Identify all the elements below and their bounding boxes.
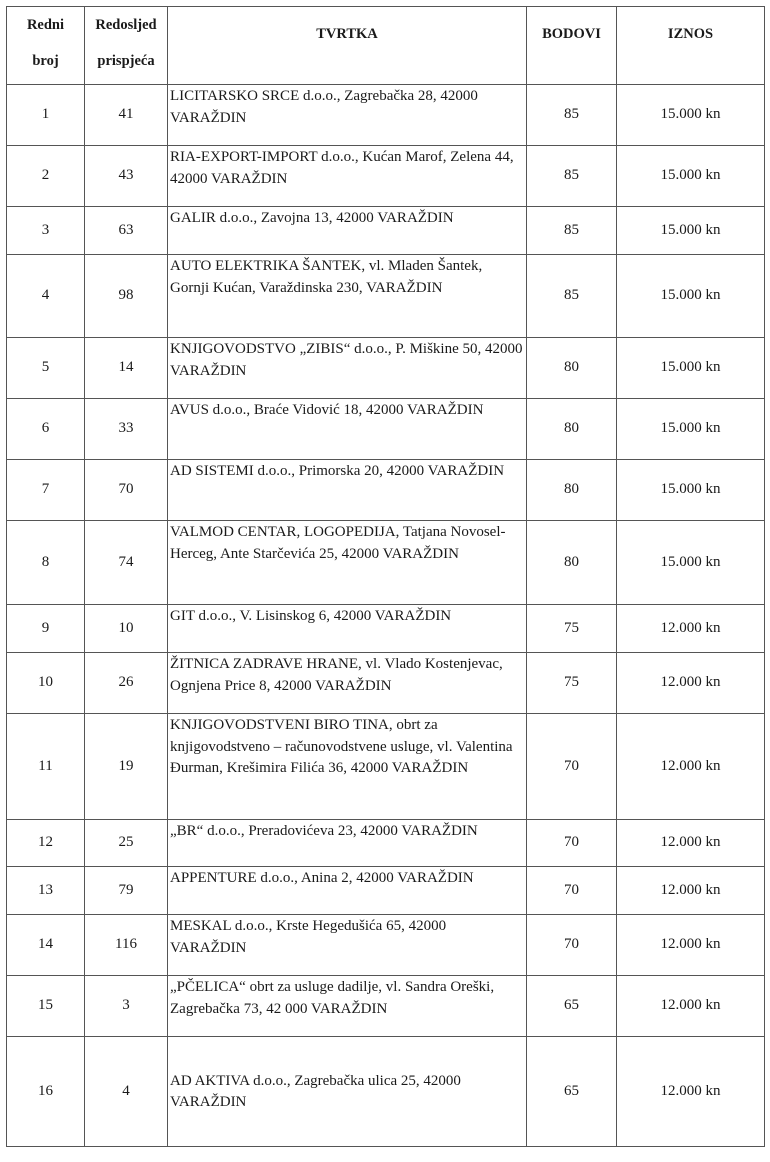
- header-iznos: IZNOS: [617, 7, 765, 85]
- cell-redoslijed: 63: [85, 207, 168, 255]
- table-row: [7, 399, 765, 460]
- cell-bodovi: 65: [527, 976, 617, 1037]
- cell-redoslijed: 98: [85, 255, 168, 338]
- cell-tvrtka: MESKAL d.o.o., Krste Hegedušića 65, 42000 VARAŽDIN: [168, 915, 527, 976]
- cell-bodovi: 80: [527, 399, 617, 460]
- table-row: [7, 867, 765, 915]
- cell-redni: 13: [7, 867, 85, 915]
- cell-redni: 10: [7, 653, 85, 714]
- table-row: [7, 207, 765, 255]
- table-row: [7, 1037, 765, 1147]
- cell-redni: 16: [7, 1037, 85, 1147]
- cell-redni: 9: [7, 605, 85, 653]
- cell-redni: 11: [7, 714, 85, 820]
- cell-iznos: 15.000 kn: [617, 255, 765, 338]
- cell-redni: 2: [7, 146, 85, 207]
- cell-redni: 1: [7, 85, 85, 146]
- header-redoslijed-line2: prispjeća: [97, 53, 155, 69]
- cell-bodovi: 70: [527, 820, 617, 867]
- cell-bodovi: 85: [527, 85, 617, 146]
- header-tvrtka: TVRTKA: [168, 7, 527, 85]
- cell-tvrtka: AVUS d.o.o., Braće Vidović 18, 42000 VARAŽDIN: [168, 399, 527, 460]
- cell-redoslijed: 79: [85, 867, 168, 915]
- cell-tvrtka: GALIR d.o.o., Zavojna 13, 42000 VARAŽDIN: [168, 207, 527, 255]
- cell-bodovi: 80: [527, 338, 617, 399]
- grant-table: [6, 6, 765, 1147]
- cell-redni: 6: [7, 399, 85, 460]
- cell-redoslijed: 3: [85, 976, 168, 1037]
- cell-redoslijed: 33: [85, 399, 168, 460]
- header-redni-line2: broj: [32, 53, 59, 69]
- header-redni-line1: Redni: [26, 17, 65, 33]
- cell-bodovi: 75: [527, 653, 617, 714]
- cell-redni: 8: [7, 521, 85, 605]
- header-redni-broj: [7, 7, 85, 85]
- cell-redoslijed: 41: [85, 85, 168, 146]
- cell-redni: 14: [7, 915, 85, 976]
- cell-redoslijed: 116: [85, 915, 168, 976]
- cell-tvrtka: GIT d.o.o., V. Lisinskog 6, 42000 VARAŽDIN: [168, 605, 527, 653]
- table-row: [7, 85, 765, 146]
- cell-iznos: 12.000 kn: [617, 605, 765, 653]
- cell-bodovi: 85: [527, 207, 617, 255]
- cell-tvrtka: RIA-EXPORT-IMPORT d.o.o., Kućan Marof, Zelena 44, 42000 VARAŽDIN: [168, 146, 527, 207]
- table-row: [7, 460, 765, 521]
- cell-iznos: 12.000 kn: [617, 714, 765, 820]
- cell-bodovi: 65: [527, 1037, 617, 1147]
- table-row: [7, 338, 765, 399]
- header-row: [7, 7, 765, 85]
- cell-redoslijed: 43: [85, 146, 168, 207]
- cell-bodovi: 70: [527, 915, 617, 976]
- cell-tvrtka: KNJIGOVODSTVO „ZIBIS“ d.o.o., P. Miškine 50, 42000 VARAŽDIN: [168, 338, 527, 399]
- cell-redoslijed: 26: [85, 653, 168, 714]
- cell-tvrtka: AD SISTEMI d.o.o., Primorska 20, 42000 VARAŽDIN: [168, 460, 527, 521]
- cell-redni: 4: [7, 255, 85, 338]
- cell-tvrtka: „PČELICA“ obrt za usluge dadilje, vl. Sandra Oreški, Zagrebačka 73, 42 000 VARAŽDIN: [168, 976, 527, 1037]
- cell-redni: 7: [7, 460, 85, 521]
- cell-iznos: 12.000 kn: [617, 653, 765, 714]
- cell-iznos: 15.000 kn: [617, 85, 765, 146]
- cell-iznos: 12.000 kn: [617, 820, 765, 867]
- cell-redoslijed: 10: [85, 605, 168, 653]
- cell-redoslijed: 14: [85, 338, 168, 399]
- cell-bodovi: 75: [527, 605, 617, 653]
- cell-iznos: 12.000 kn: [617, 867, 765, 915]
- cell-bodovi: 70: [527, 867, 617, 915]
- cell-redoslijed: 25: [85, 820, 168, 867]
- cell-redni: 12: [7, 820, 85, 867]
- cell-redni: 5: [7, 338, 85, 399]
- cell-tvrtka: „BR“ d.o.o., Preradovićeva 23, 42000 VARAŽDIN: [168, 820, 527, 867]
- table-row: [7, 255, 765, 338]
- cell-iznos: 15.000 kn: [617, 460, 765, 521]
- cell-tvrtka: VALMOD CENTAR, LOGOPEDIJA, Tatjana Novosel-Herceg, Ante Starčevića 25, 42000 VARAŽDIN: [168, 521, 527, 605]
- cell-iznos: 12.000 kn: [617, 976, 765, 1037]
- cell-tvrtka: ŽITNICA ZADRAVE HRANE, vl. Vlado Kostenjevac, Ognjena Price 8, 42000 VARAŽDIN: [168, 653, 527, 714]
- table-row: [7, 820, 765, 867]
- cell-tvrtka: AUTO ELEKTRIKA ŠANTEK, vl. Mladen Šantek, Gornji Kućan, Varaždinska 230, VARAŽDIN: [168, 255, 527, 338]
- header-redoslijed-line1: Redosljed: [95, 17, 157, 33]
- cell-redni: 15: [7, 976, 85, 1037]
- cell-bodovi: 80: [527, 460, 617, 521]
- cell-redoslijed: 19: [85, 714, 168, 820]
- cell-iznos: 15.000 kn: [617, 399, 765, 460]
- table-row: [7, 653, 765, 714]
- cell-tvrtka: LICITARSKO SRCE d.o.o., Zagrebačka 28, 42000 VARAŽDIN: [168, 85, 527, 146]
- cell-redoslijed: 70: [85, 460, 168, 521]
- table-row: [7, 605, 765, 653]
- header-bodovi: BODOVI: [527, 7, 617, 85]
- table-row: [7, 521, 765, 605]
- header-redoslijed: [85, 7, 168, 85]
- cell-bodovi: 70: [527, 714, 617, 820]
- cell-tvrtka: AD AKTIVA d.o.o., Zagrebačka ulica 25, 42000 VARAŽDIN: [168, 1037, 527, 1147]
- table-row: [7, 976, 765, 1037]
- table-row: [7, 915, 765, 976]
- cell-redoslijed: 4: [85, 1037, 168, 1147]
- cell-tvrtka: KNJIGOVODSTVENI BIRO TINA, obrt za knjigovodstveno – računovodstvene usluge, vl. Valentina Đurman, Krešimira Filića 36, 42000 VARAŽDIN: [168, 714, 527, 820]
- cell-iznos: 15.000 kn: [617, 521, 765, 605]
- cell-iznos: 12.000 kn: [617, 915, 765, 976]
- cell-iznos: 15.000 kn: [617, 146, 765, 207]
- cell-bodovi: 85: [527, 146, 617, 207]
- table-row: [7, 714, 765, 820]
- cell-redoslijed: 74: [85, 521, 168, 605]
- cell-redni: 3: [7, 207, 85, 255]
- cell-iznos: 15.000 kn: [617, 338, 765, 399]
- cell-iznos: 15.000 kn: [617, 207, 765, 255]
- cell-bodovi: 80: [527, 521, 617, 605]
- cell-iznos: 12.000 kn: [617, 1037, 765, 1147]
- cell-bodovi: 85: [527, 255, 617, 338]
- cell-tvrtka: APPENTURE d.o.o., Anina 2, 42000 VARAŽDIN: [168, 867, 527, 915]
- table-row: [7, 146, 765, 207]
